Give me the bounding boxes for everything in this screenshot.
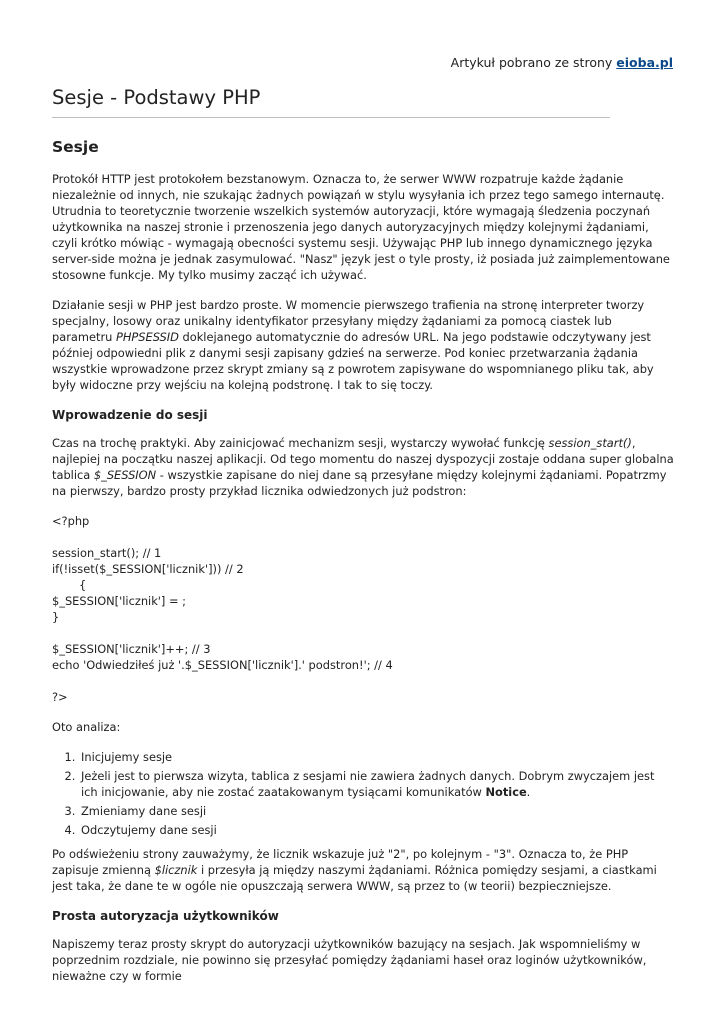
section-heading-sesje: Sesje (52, 138, 99, 156)
code-line: session_start(); // 1 (52, 546, 162, 560)
list-item: 1. Inicjujemy sesje (79, 749, 674, 765)
source-attribution (451, 55, 673, 70)
title-divider (52, 117, 610, 118)
source-link[interactable]: eioba.pl (616, 55, 673, 70)
page-title: Sesje - Podstawy PHP (52, 86, 261, 109)
section-heading-wprowadzenie: Wprowadzenie do sesji (52, 408, 208, 422)
code-block (52, 513, 674, 705)
list-item: 2. Jeżeli jest to pierwsza wizyta, tablica z sesjami nie zawiera żadnych danych. Dobrym zwyczajem jest ich inicjowanie, aby nie zostać zaatakowanym tysiącami komunikatów Notice. (79, 768, 674, 800)
paragraph: Protokół HTTP jest protokołem bezstanowym. Oznacza to, że serwer WWW rozpatruje każde żądanie niezależnie od innych, nie szukając żadnych powiązań w stylu wysyłania ich przez tego samego internautę. Utrudnia to teoretycznie tworzenie wszelkich systemów autoryzacji, które wymagają śledzenia poczynań użytkownika na naszej stronie i przenoszenia jego danych autoryzacyjnych między kolejnymi żądaniami, czyli krótko mówiąc - wymagają obecności systemu sesji. Używając PHP lub innego dynamicznego języka server-side można je jednak zasymulować. "Nasz" język jest o tyle prosty, iż posiada już zaimplementowane stosowne funkcje. My tylko musimy zacząć ich używać. (52, 172, 670, 282)
code-line: if(!isset($_SESSION['licznik'])) // 2 (52, 562, 244, 576)
article-body (52, 137, 674, 998)
code-line: echo 'Odwiedziłeś już '.$_SESSION['licznik'].' podstron!'; // 4 (52, 658, 393, 672)
code-line: { (79, 578, 87, 592)
paragraph: Działanie sesji w PHP jest bardzo proste. W momencie pierwszego trafienia na stronę interpreter tworzy specjalny, losowy oraz unikalny identyfikator przesyłany między żądaniami za pomocą ciastek lub parametru PHPSESSID doklejanego automatycznie do adresów URL. Na jego podstawie odczytywany jest później odpowiedni plik z danymi sesji zapisany gdzieś na serwerze. Pod koniec przetwarzania żądania wszystkie wprowadzone przez skrypt zmiany są z powrotem zapisywane do wspomnianego pliku tak, aby były widoczne przy wejściu na kolejną podstronę. I tak to się toczy. (52, 298, 654, 392)
code-line: $_SESSION['licznik']++; // 3 (52, 642, 211, 656)
analysis-list (52, 749, 674, 838)
paragraph: Oto analiza: (52, 720, 121, 734)
paragraph: Po odświeżeniu strony zauważymy, że licznik wskazuje już "2", po kolejnym - "3". Oznacza to, że PHP zapisuje zmienną $licznik i przesyła ją między naszymi żądaniami. Różnica pomiędzy sesjami, a ciastkami jest taka, że dane te w ogóle nie opuszczają serwera WWW, są przez to (w teorii) bezpieczniejsze. (52, 847, 657, 893)
source-prefix: Artykuł pobrano ze strony (450, 55, 617, 70)
paragraph: Czas na trochę praktyki. Aby zainicjować mechanizm sesji, wystarczy wywołać funkcję session_start(), najlepiej na początku naszej aplikacji. Od tego momentu do naszej dyspozycji zostaje oddana super globalna tablica $_SESSION - wszystkie zapisane do niej dane są przesyłane między kolejnymi żądaniami. Popatrzmy na pierwszy, bardzo prosty przykład licznika odwiedzonych już podstron: (52, 436, 674, 498)
section-heading-autoryzacja: Prosta autoryzacja użytkowników (52, 909, 279, 923)
paragraph: Napiszemy teraz prosty skrypt do autoryzacji użytkowników bazujący na sesjach. Jak wspomnieliśmy w poprzednim rozdziale, nie powinno się przesyłać pomiędzy żądaniami haseł oraz loginów użytkowników, nieważne czy w formie (52, 937, 647, 983)
code-line: } (52, 610, 60, 624)
code-line: <?php (52, 514, 90, 528)
code-line: ?> (52, 690, 68, 704)
code-line: $_SESSION['licznik'] = ; (52, 594, 187, 608)
list-item: 3. Zmieniamy dane sesji (79, 803, 674, 819)
list-item: 4. Odczytujemy dane sesji (79, 822, 674, 838)
